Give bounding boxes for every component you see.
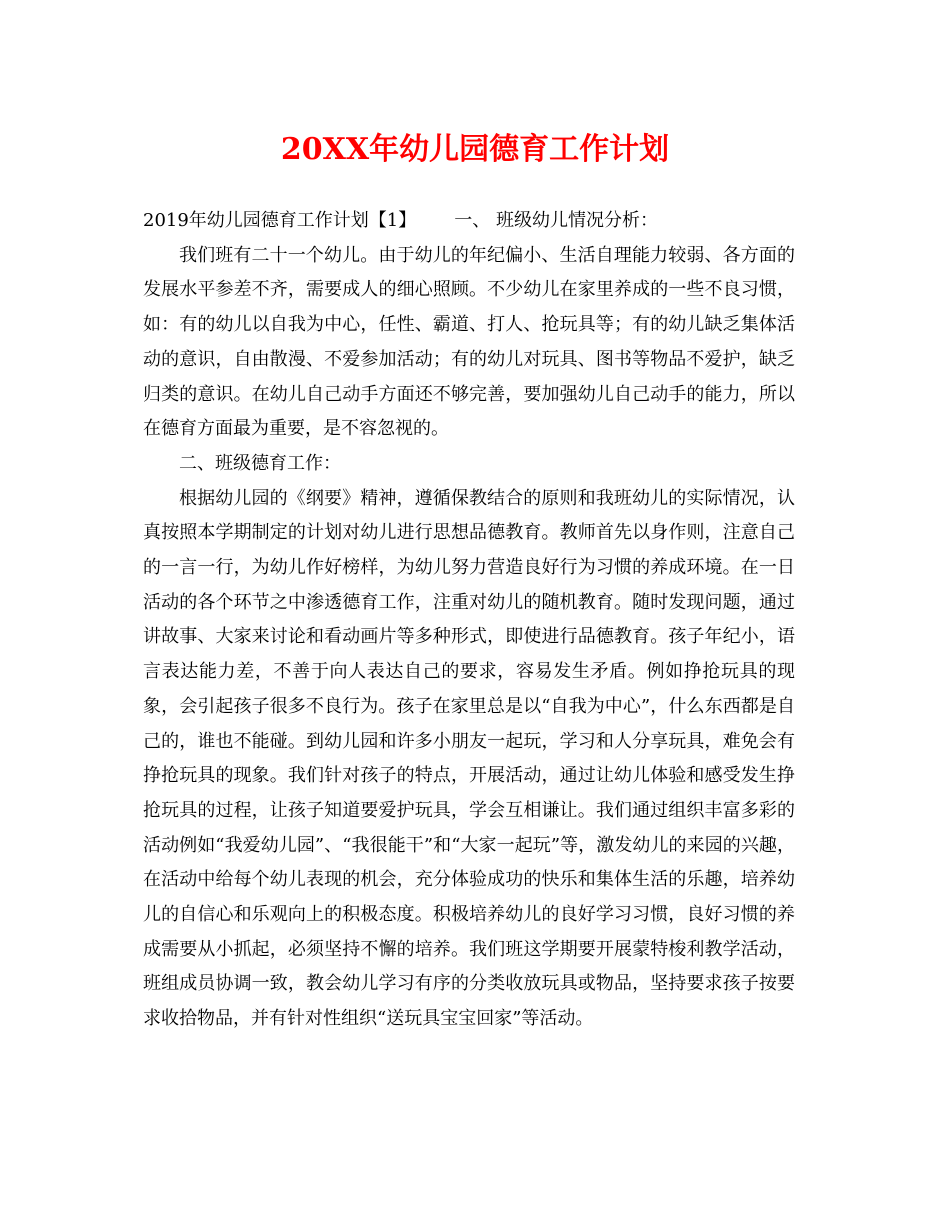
intro-heading: 2019年幼儿园德育工作计划【1】 <box>143 210 417 231</box>
paragraph-class-analysis: 我们班有二十一个幼儿。由于幼儿的年纪偏小、生活自理能力较弱、各方面的发展水平参差不齐，需要成人的细心照顾。不少幼儿在家里养成的一些不良习惯，如：有的幼儿以自我为中心，任性、霸道、打人、抢玩具等；有的幼儿缺乏集体活动的意识，自由散漫、不爱参加活动；有的幼儿对玩具、图书等物品不爱护，缺乏归类的意识。在幼儿自己动手方面还不够完善，要加强幼儿自己动手的能力，所以在德育方面最为重要，是不容忽视的。 <box>143 244 795 440</box>
section2-heading: 二、班级德育工作： <box>179 452 341 474</box>
document-title: 20XX年幼儿园德育工作计划 <box>280 132 670 167</box>
intro-line <box>143 204 795 239</box>
section1-heading: 一、 班级幼儿情况分析： <box>454 210 658 231</box>
paragraph-moral-education: 根据幼儿园的《纲要》精神，遵循保教结合的原则和我班幼儿的实际情况，认真按照本学期制定的计划对幼儿进行思想品德教育。教师首先以身作则，注意自己的一言一行，为幼儿作好榜样，为幼儿努力营造良好行为习惯的养成环境。在一日活动的各个环节之中渗透德育工作，注重对幼儿的随机教育。随时发现问题，通过讲故事、大家来讨论和看动画片等多种形式，即使进行品德教育。孩子年纪小，语言表达能力差，不善于向人表达自己的要求，容易发生矛盾。例如挣抢玩具的现象，会引起孩子很多不良行为。孩子在家里总是以“自我为中心”，什么东西都是自己的，谁也不能碰。到幼儿园和许多小朋友一起玩，学习和人分享玩具，难免会有挣抢玩具的现象。我们针对孩子的特点，开展活动，通过让幼儿体验和感受发生挣抢玩具的过程，让孩子知道要爱护玩具，学会互相谦让。我们通过组织丰富多彩的活动例如“我爱幼儿园”、“我很能干”和“大家一起玩”等，激发幼儿的来园的兴趣，在活动中给每个幼儿表现的机会，充分体验成功的快乐和集体生活的乐趣，培养幼儿的自信心和乐观向上的积极态度。积极培养幼儿的良好学习习惯，良好习惯的养成需要从小抓起，必须坚持不懈的培养。我们班这学期要开展蒙特梭利教学活动，班组成员协调一致，教会幼儿学习有序的分类收放玩具或物品，坚持要求孩子按要求收拾物品，并有针对性组织“送玩具宝宝回家”等活动。 <box>143 487 795 1030</box>
document-body <box>143 204 795 1037</box>
